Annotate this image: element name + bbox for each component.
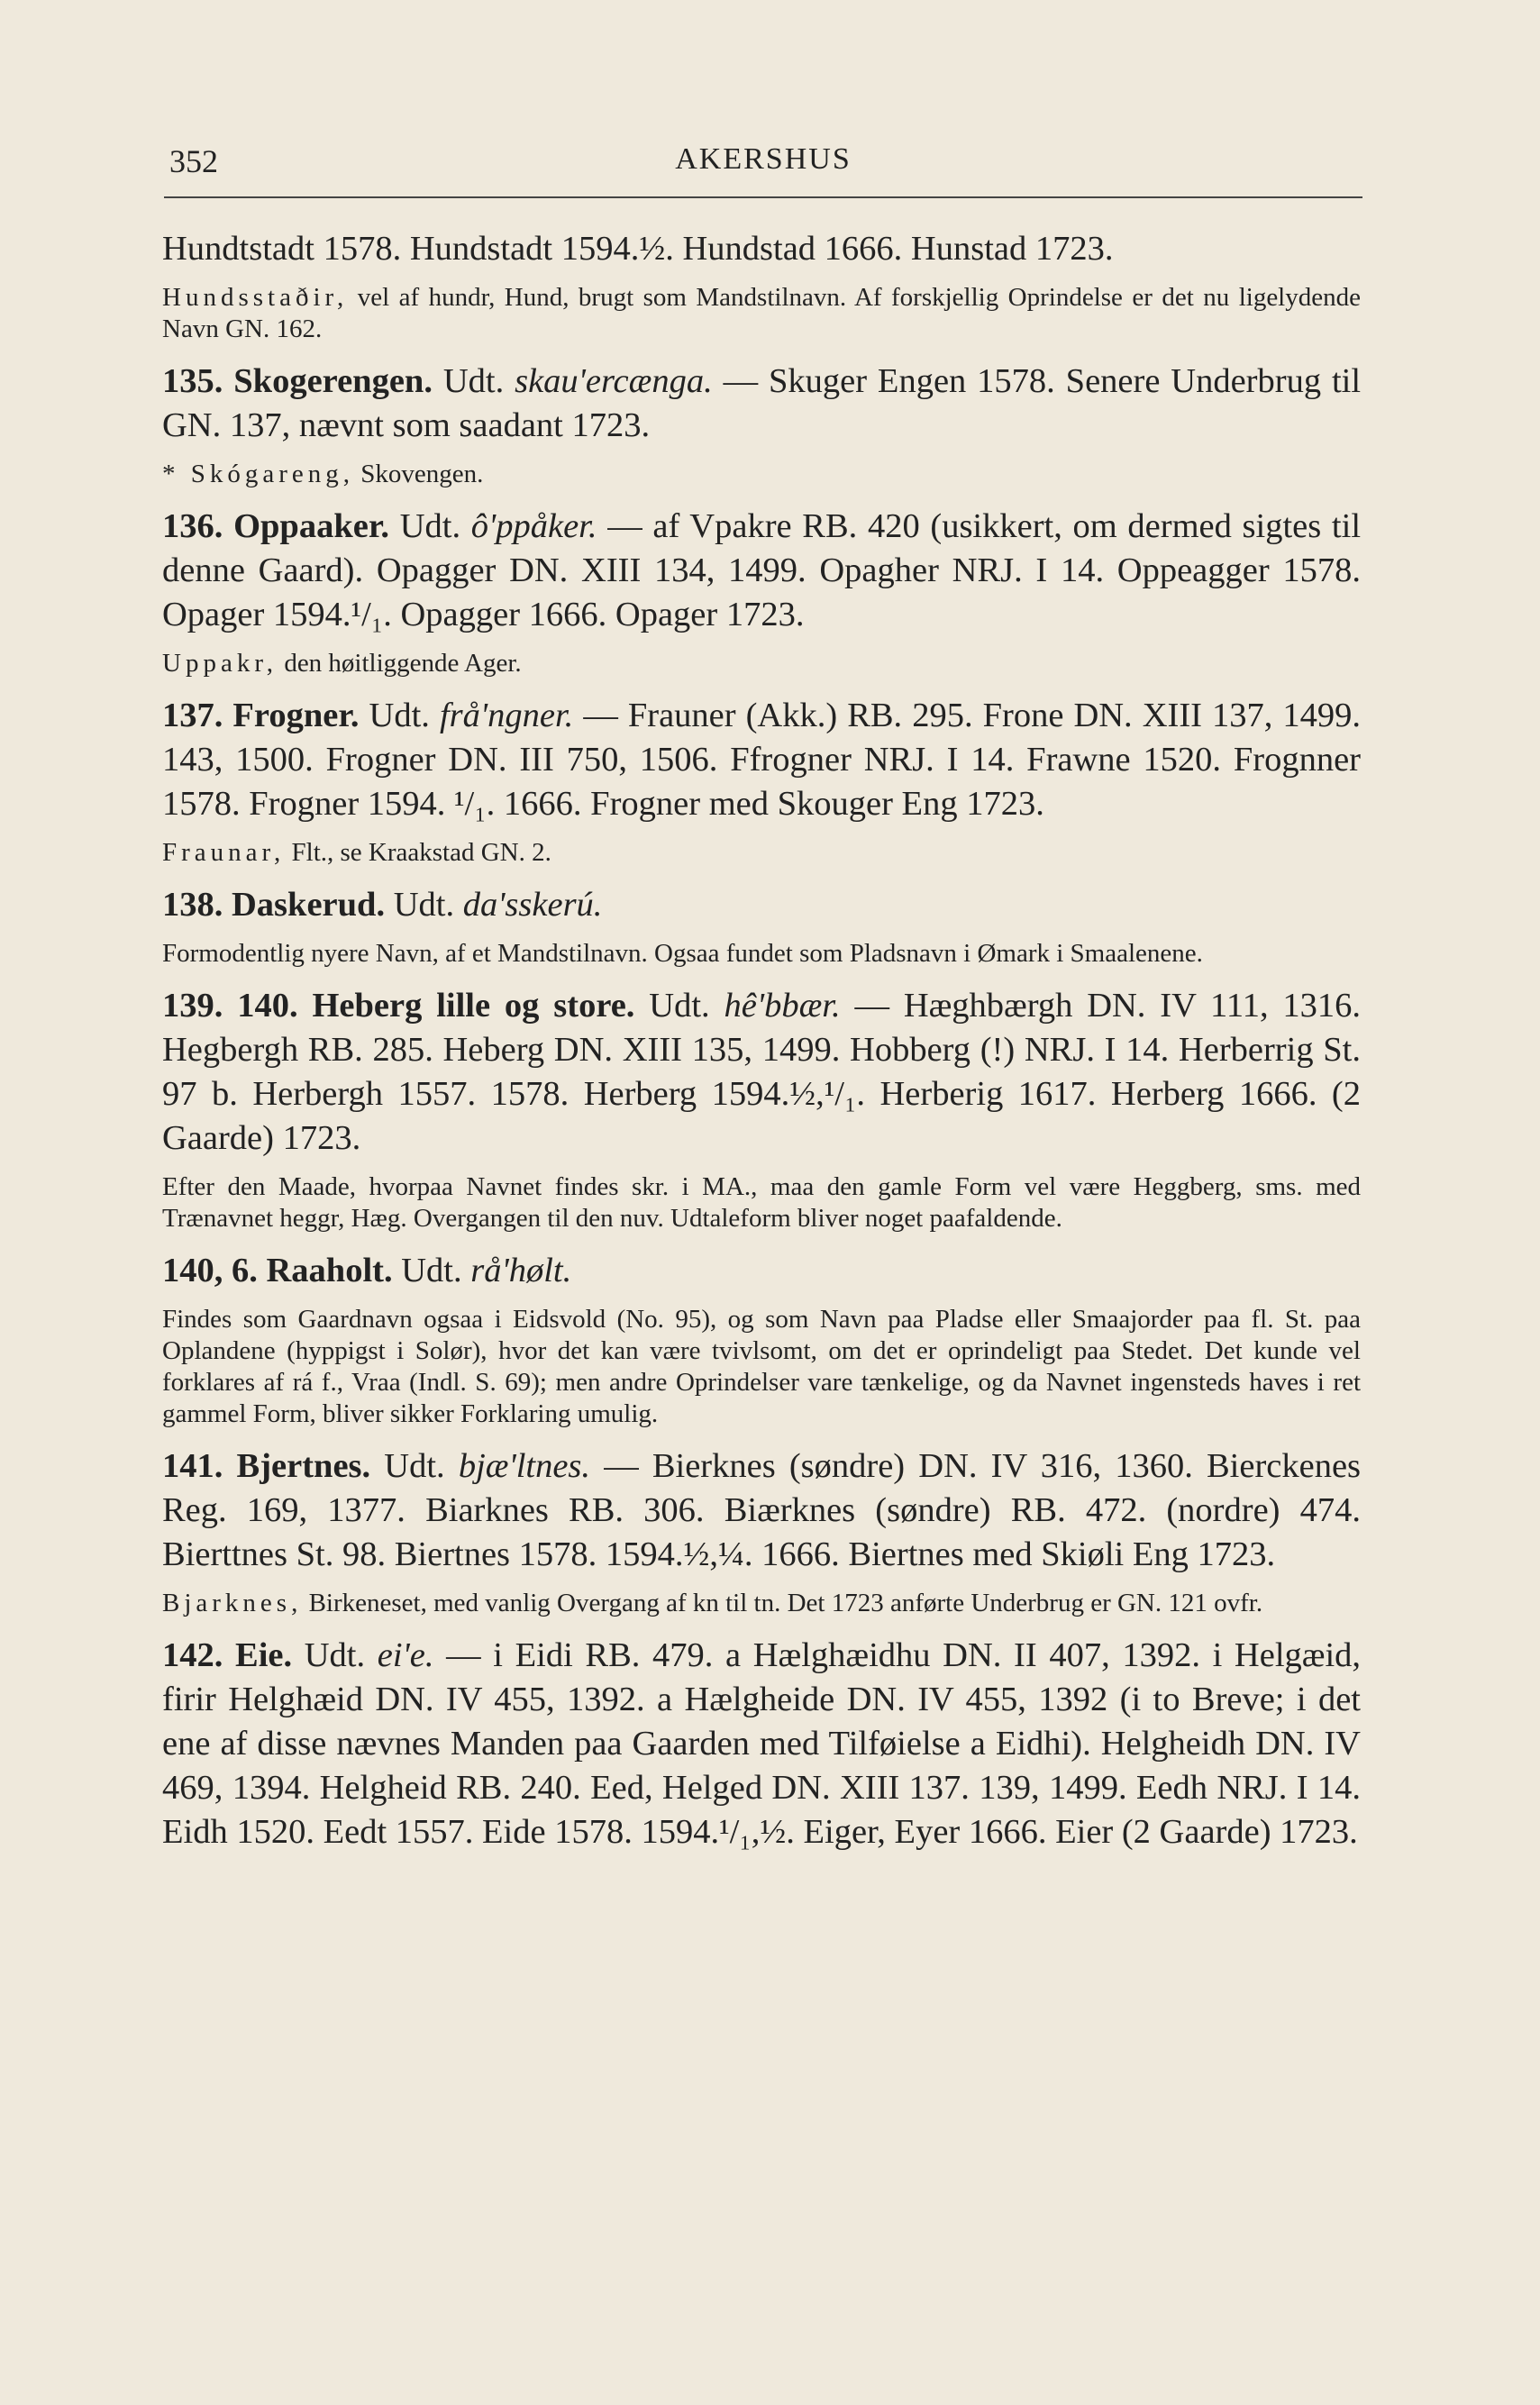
udt-label: Udt. bbox=[304, 1636, 366, 1674]
running-header bbox=[164, 142, 1362, 198]
running-title: AKERSHUS bbox=[675, 142, 852, 176]
note-spaced-term: Fraunar, bbox=[162, 838, 286, 867]
entry-text: Hundtstadt 1578. Hundstadt 1594.½. Hundstad 1666. Hunstad 1723. bbox=[162, 230, 1114, 268]
pronunciation: hê'bbær. bbox=[724, 987, 841, 1025]
entry-headword: Bjertnes. bbox=[236, 1447, 371, 1485]
pronunciation: frå'ngner. bbox=[439, 697, 574, 734]
note-spaced-term: Bjarknes, bbox=[162, 1589, 303, 1617]
entry-headword: Skogerengen. bbox=[233, 362, 433, 400]
entry-136 bbox=[162, 505, 1361, 679]
entry-body bbox=[162, 1634, 1361, 1854]
note-text: den høitliggende Ager. bbox=[278, 649, 522, 678]
udt-label: Udt. bbox=[393, 886, 455, 924]
pronunciation: da'sskerú. bbox=[462, 886, 603, 924]
entry-text: — Hæghbærgh DN. IV 111, 1316. Hegbergh RB. 285. Heberg DN. XIII 135, 1499. Hobberg (!) NRJ. I 14. Herberrig St. 97 b. Herbergh 1557. 1578. Herberg 1594.½,¹/₁. Herberig 1617. Herberg 1666. (2 Gaarde) 1723. bbox=[162, 987, 1362, 1157]
udt-label: Udt. bbox=[442, 362, 505, 400]
page-body bbox=[162, 227, 1361, 1854]
entry-headword: Daskerud. bbox=[232, 886, 386, 924]
entry-hundstad-continuation bbox=[162, 227, 1361, 345]
pronunciation: rå'hølt. bbox=[470, 1252, 572, 1289]
entry-note bbox=[162, 282, 1361, 345]
note-text: Skovengen. bbox=[354, 460, 484, 488]
entry-note: Findes som Gaardnavn ogsaa i Eidsvold (No. 95), og som Navn paa Pladse eller Smaajorder paa fl. St. paa Oplandene (hyppigst i Solør), hvor det kan være tvivlsomt, om det er oprindeligt paa Stedet. Det kunde vel forklares af rá f., Vraa (Indl. S. 69); men andre Oprindelser vare tænkelige, og da Navnet ingensteds haves i ret gammel Form, bliver sikker Forklaring umulig. bbox=[162, 1305, 1361, 1428]
entry-body bbox=[162, 694, 1361, 826]
entry-note: Formodentlig nyere Navn, af et Mandstilnavn. Ogsaa fundet som Pladsnavn i Ømark i Smaalenene. bbox=[162, 939, 1203, 968]
note-text: vel af hundr, Hund, brugt som Mandstilnavn. Af forskjellig Oprindelse er det nu ligelydende Navn GN. 162. bbox=[162, 283, 1361, 343]
entry-body bbox=[162, 1249, 1361, 1293]
entry-body bbox=[162, 984, 1361, 1161]
entry-note: Efter den Maade, hvorpaa Navnet findes skr. i MA., maa den gamle Form vel være Heggberg, sms. med Trænavnet heggr, Hæg. Overgangen til den nuv. Udtaleform bliver noget paafaldende. bbox=[162, 1172, 1361, 1233]
udt-label: Udt. bbox=[369, 697, 430, 734]
entry-139-140 bbox=[162, 984, 1361, 1234]
entry-text: — af Vpakre RB. 420 (usikkert, om dermed sigtes til denne Gaard). Opagger DN. XIII 134, 1499. Opagher NRJ. I 14. Oppeagger 1578. Opager 1594.¹/₁. Opagger 1666. Opager 1723. bbox=[162, 507, 1362, 633]
entry-text: — Skuger Engen 1578. Senere Underbrug til GN. 137, nævnt som saadant 1723. bbox=[162, 362, 1362, 444]
entry-137 bbox=[162, 694, 1361, 869]
entry-headword: Heberg lille og store. bbox=[312, 987, 635, 1025]
entry-body bbox=[162, 1444, 1361, 1577]
pronunciation: skau'ercænga. bbox=[515, 362, 713, 400]
udt-label: Udt. bbox=[649, 987, 710, 1025]
note-spaced-term: Uppakr, bbox=[162, 649, 278, 678]
entry-138 bbox=[162, 883, 1361, 970]
pronunciation: bjæ'ltnes. bbox=[458, 1447, 591, 1485]
page-number: 352 bbox=[169, 143, 218, 179]
entry-140-6 bbox=[162, 1249, 1361, 1430]
entry-number: 142. bbox=[162, 1636, 223, 1674]
entry-number: 137. bbox=[162, 697, 223, 734]
note-spaced-term: * Skógareng, bbox=[162, 460, 355, 488]
pronunciation: ô'ppåker. bbox=[470, 507, 597, 545]
entry-141 bbox=[162, 1444, 1361, 1619]
note-spaced-term: Hundsstaðir, bbox=[162, 283, 349, 312]
entry-body bbox=[162, 883, 1361, 927]
entry-body bbox=[162, 505, 1361, 637]
entry-number: 140, 6. bbox=[162, 1252, 258, 1289]
note-text: Birkeneset, med vanlig Overgang af kn til tn. Det 1723 anførte Underbrug er GN. 121 ovfr. bbox=[302, 1589, 1263, 1617]
udt-label: Udt. bbox=[401, 1252, 462, 1289]
udt-label: Udt. bbox=[384, 1447, 445, 1485]
entry-text: — Frauner (Akk.) RB. 295. Frone DN. XIII 137, 1499. 143, 1500. Frogner DN. III 750, 1506. Ffrogner NRJ. I 14. Frawne 1520. Frognner 1578. Frogner 1594. ¹/₁. 1666. Frogner med Skouger Eng 1723. bbox=[162, 697, 1362, 823]
note-text: Flt., se Kraakstad GN. 2. bbox=[285, 838, 551, 867]
entry-body bbox=[162, 360, 1361, 448]
entry-number: 136. bbox=[162, 507, 223, 545]
entry-note bbox=[162, 1588, 1361, 1619]
entry-number: 139. 140. bbox=[162, 987, 298, 1025]
entry-headword: Eie. bbox=[235, 1636, 293, 1674]
pronunciation: ei'e. bbox=[377, 1636, 434, 1674]
entry-headword: Frogner. bbox=[232, 697, 360, 734]
entry-headword: Raaholt. bbox=[266, 1252, 393, 1289]
entry-number: 141. bbox=[162, 1447, 223, 1485]
entry-note bbox=[162, 648, 1361, 679]
entry-number: 138. bbox=[162, 886, 223, 924]
entry-142 bbox=[162, 1634, 1361, 1854]
entry-135 bbox=[162, 360, 1361, 490]
entry-text: — i Eidi RB. 479. a Hælghæidhu DN. II 407, 1392. i Helgæid, firir Helghæid DN. IV 455, 1392. a Hælgheide DN. IV 455, 1392 (i to Breve; i det ene af disse nævnes Manden paa Gaarden med Tilføielse a Eidhi). Helgheidh DN. IV 469, 1394. Helgheid RB. 240. Eed, Helged DN. XIII 137. 139, 1499. Eedh NRJ. I 14. Eidh 1520. Eedt 1557. Eide 1578. 1594.¹/₁,½. Eiger, Eyer 1666. Eier (2 Gaarde) 1723. bbox=[162, 1636, 1362, 1851]
entry-headword: Oppaaker. bbox=[233, 507, 390, 545]
udt-label: Udt. bbox=[399, 507, 461, 545]
entry-text: — Bierknes (søndre) DN. IV 316, 1360. Bierckenes Reg. 169, 1377. Biarknes RB. 306. Biærknes (søndre) RB. 472. (nordre) 474. Bierttnes St. 98. Biertnes 1578. 1594.½,¼. 1666. Biertnes med Skiøli Eng 1723. bbox=[162, 1447, 1362, 1573]
entry-note bbox=[162, 459, 1361, 490]
entry-note bbox=[162, 837, 1361, 869]
entry-number: 135. bbox=[162, 362, 223, 400]
